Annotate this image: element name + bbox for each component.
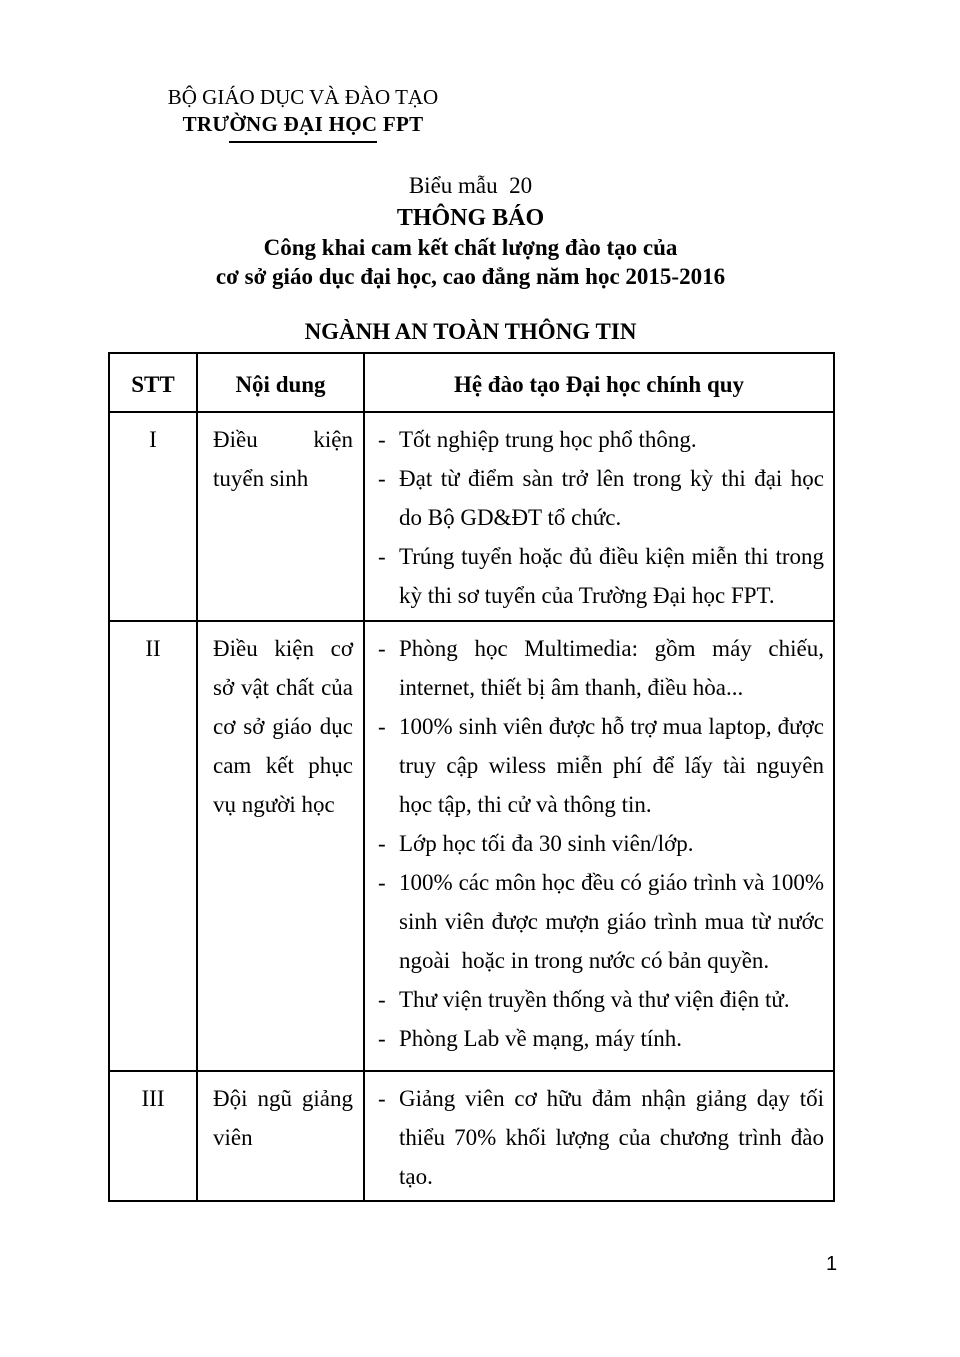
notice-title: THÔNG BÁO xyxy=(396,205,545,231)
row-index: I xyxy=(109,412,197,621)
letterhead-university: TRƯỜNG ĐẠI HỌC FPT xyxy=(182,112,424,136)
table-row xyxy=(109,412,834,621)
detail-item xyxy=(365,537,833,615)
table-row xyxy=(109,1071,834,1201)
detail-item xyxy=(365,824,833,863)
notice-subtitle-line1: Công khai cam kết chất lượng đào tạo của xyxy=(263,235,678,260)
detail-item xyxy=(365,707,833,824)
detail-item-text: Đạt từ điểm sàn trở lên trong kỳ thi đại học do Bộ GD&ĐT tổ chức. xyxy=(399,466,830,530)
detail-item xyxy=(365,459,833,537)
detail-item xyxy=(365,420,833,459)
row-details xyxy=(364,412,834,621)
detail-item-text: 100% sinh viên được hỗ trợ mua laptop, được truy cập wiless miễn phí để lấy tài nguyên học tập, thi cử và thông tin. xyxy=(399,714,830,817)
detail-item-text: Thư viện truyền thống và thư viện điện tử. xyxy=(399,987,790,1012)
title-block xyxy=(108,171,833,291)
row-details xyxy=(364,621,834,1071)
detail-item-text: Giảng viên cơ hữu đảm nhận giảng dạy tối thiểu 70% khối lượng của chương trình đào tạo. xyxy=(399,1086,830,1189)
table-header-row xyxy=(109,353,834,412)
table-row xyxy=(109,621,834,1071)
commitment-table xyxy=(108,352,835,1202)
detail-item-text: Phòng Lab về mạng, máy tính. xyxy=(399,1026,682,1051)
detail-item xyxy=(365,863,833,980)
col-header-noi-dung: Nội dung xyxy=(197,353,364,412)
row-topic: Đội ngũ giảng viên xyxy=(197,1071,364,1201)
detail-item-text: Tốt nghiệp trung học phổ thông. xyxy=(399,427,697,452)
letterhead-ministry: BỘ GIÁO DỤC VÀ ĐÀO TẠO xyxy=(167,85,439,109)
detail-item xyxy=(365,980,833,1019)
detail-item xyxy=(365,1019,833,1058)
detail-item-text: Lớp học tối đa 30 sinh viên/lớp. xyxy=(399,831,694,856)
detail-item xyxy=(365,629,833,707)
detail-item-text: Phòng học Multimedia: gồm máy chiếu, internet, thiết bị âm thanh, điều hòa... xyxy=(399,636,830,700)
row-details xyxy=(364,1071,834,1201)
notice-subtitle-line2: cơ sở giáo dục đại học, cao đẳng năm học 2015-2016 xyxy=(215,264,726,289)
row-topic: Điều kiện cơ sở vật chất của cơ sở giáo dục cam kết phục vụ người học xyxy=(197,621,364,1071)
row-index: III xyxy=(109,1071,197,1201)
form-label: Biểu mẫu 20 xyxy=(408,173,533,198)
letterhead-underline xyxy=(229,141,377,143)
letterhead xyxy=(108,84,498,143)
row-topic: Điều kiện tuyển sinh xyxy=(197,412,364,621)
detail-item-text: Trúng tuyển hoặc đủ điều kiện miễn thi trong kỳ thi sơ tuyển của Trường Đại học FPT. xyxy=(399,544,830,608)
detail-item-text: 100% các môn học đều có giáo trình và 100% sinh viên được mượn giáo trình mua từ nước ngoài hoặc in trong nước có bản quyền. xyxy=(399,870,830,973)
row-index: II xyxy=(109,621,197,1071)
col-header-he-dao-tao: Hệ đào tạo Đại học chính quy xyxy=(364,353,834,412)
page-number: 1 xyxy=(826,1253,838,1275)
detail-item xyxy=(365,1079,833,1196)
section-title: NGÀNH AN TOÀN THÔNG TIN xyxy=(304,319,637,344)
col-header-stt: STT xyxy=(109,353,197,412)
